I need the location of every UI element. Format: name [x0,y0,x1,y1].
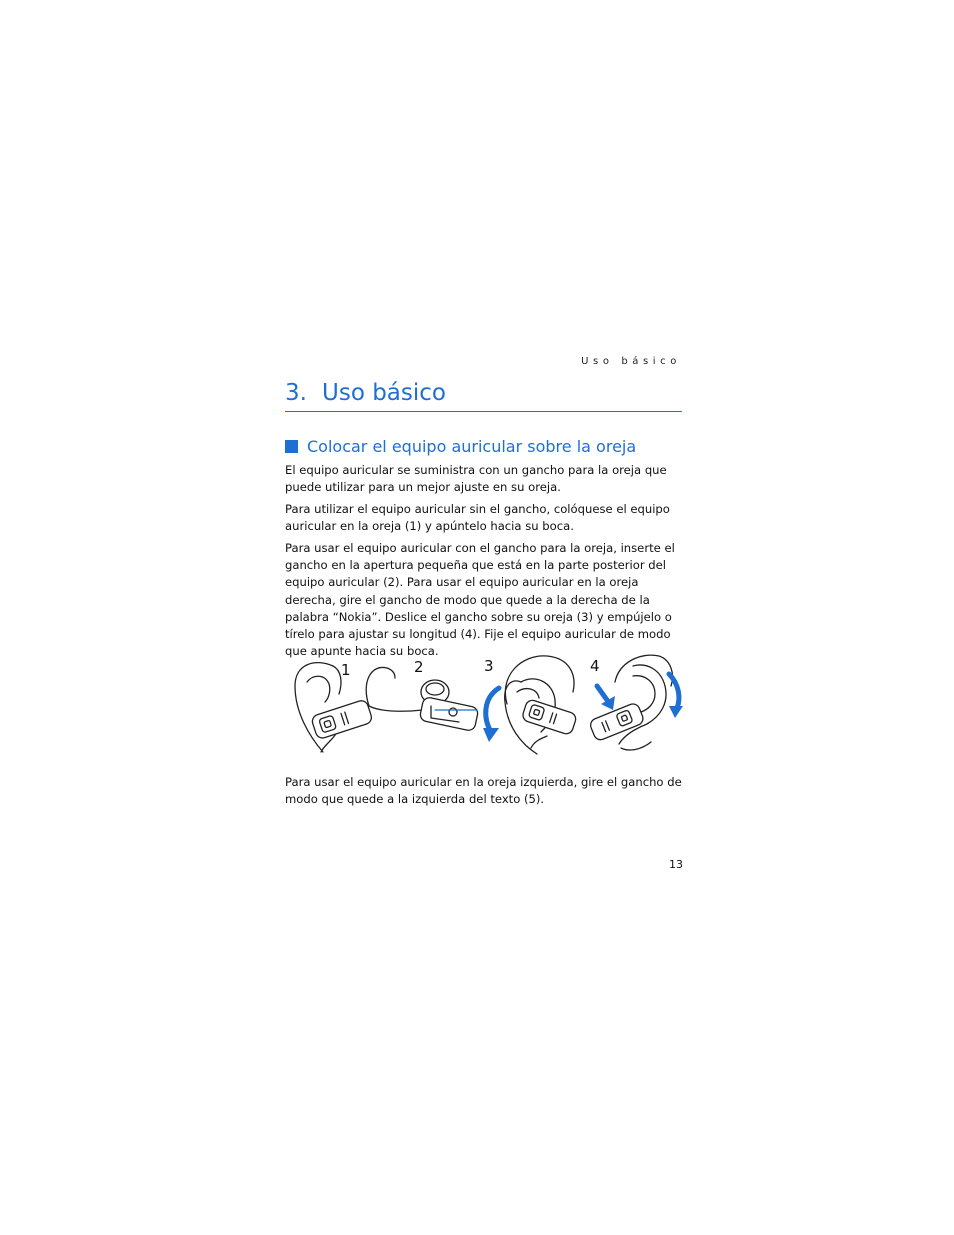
panel-1-ear-icon [295,663,341,752]
page-number: 13 [669,858,683,871]
panel-2-headset-back-icon [419,680,479,732]
figure-label-1: 1 [341,661,351,679]
panel-1-headset-icon [311,699,374,740]
section-square-icon [285,440,298,453]
paragraph-4: Para usar el equipo auricular en la oreja izquierda, gire el gancho de modo que quede a la izquierda del texto (5). [285,775,682,807]
panel-4-headset-icon [589,702,645,742]
figure-label-4: 4 [590,657,600,675]
section-title-text: Colocar el equipo auricular sobre la oreja [307,437,637,456]
figure-label-2: 2 [414,658,424,676]
panel-4-push-arrow-icon [597,686,607,700]
figure-label-3: 3 [484,657,494,675]
panel-4-pull-arrow-icon [669,674,679,708]
paragraph-1: El equipo auricular se suministra con un gancho para la oreja que puede utilizar para un mejor ajuste en su oreja. [285,463,667,495]
chapter-number: 3. [285,380,307,406]
paragraph-3: Para usar el equipo auricular con el gancho para la oreja, inserte el gancho en la apertura pequeña que está en la parte posterior del equipo auricular (2). Para usar el equipo auricular en la oreja derecha, gire el gancho de modo que quede a la derecha de la palabra “Nokia”. Deslice el gancho sobre su oreja (3) y empújelo o tírelo para ajustar su longitud (4). Fije el equipo auricular de modo que apunte hacia su boca. [285,541,675,659]
panel-3-headset-icon [521,699,577,736]
section-title [285,436,685,458]
running-head: Uso básico [581,356,681,367]
chapter-title-text: Uso básico [322,380,446,406]
chapter-title [285,376,682,412]
headset-fitting-illustration [285,652,685,762]
paragraph-2: Para utilizar el equipo auricular sin el gancho, colóquese el equipo auricular en la oreja (1) y apúntelo hacia su boca. [285,502,670,534]
panel-3-rotate-arrow-icon [486,688,499,732]
